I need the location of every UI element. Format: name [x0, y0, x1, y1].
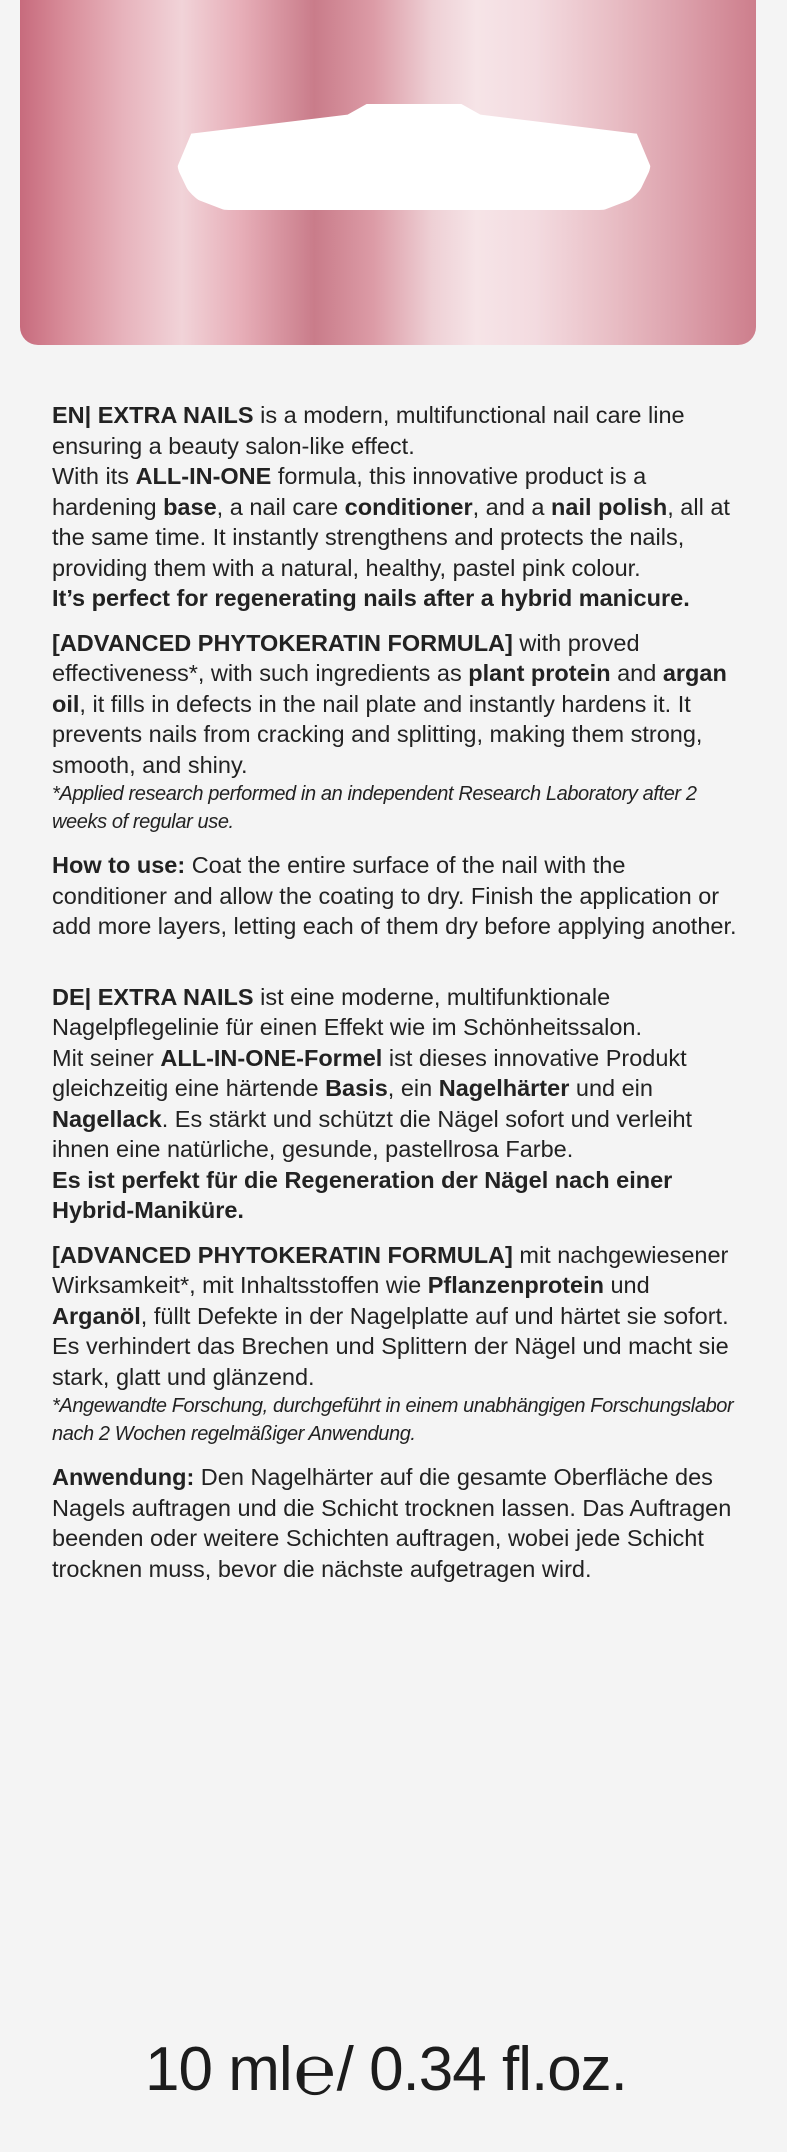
de-formula-paragraph: [ADVANCED PHYTOKERATIN FORMULA] mit nachgewiesener Wirksamkeit*, mit Inhaltsstoffen wie Pflanzenprotein und Arganöl, füllt Defekte in der Nagelplatte auf und härtet sie sofort. Es verhindert das Brechen und Splittern der Nägel und macht sie stark, glatt und glänzend.	[52, 1241, 729, 1390]
en-footnote: *Applied research performed in an independent Research Laboratory after 2 weeks of regular use.	[52, 783, 697, 833]
tube-image	[20, 0, 756, 345]
en-formula-paragraph: [ADVANCED PHYTOKERATIN FORMULA] with proved effectiveness*, with such ingredients as plant protein and argan oil, it fills in defects in the nail plate and instantly hardens it. It prevents nails from cracking and splitting, making them strong, smooth, and shiny.	[52, 629, 727, 778]
estimated-sign-icon: ℮	[293, 2031, 335, 2109]
volume-label	[145, 2031, 627, 2109]
de-footnote: *Angewandte Forschung, durchgeführt in einem unabhängigen Forschungslabor nach 2 Wochen regelmäßiger Anwendung.	[52, 1395, 734, 1445]
de-intro-paragraph: DE| EXTRA NAILS ist eine moderne, multifunktionale Nagelpflegelinie für einen Effekt wie im Schönheitssalon.	[52, 983, 643, 1040]
en-brand: EN| EXTRA NAILS	[52, 402, 254, 428]
de-brand: DE| EXTRA NAILS	[52, 983, 254, 1010]
en-intro-paragraph: EN| EXTRA NAILS is a modern, multifunctional nail care line ensuring a beauty salon-like effect.	[52, 402, 685, 459]
de-perfect-line: Es ist perfekt für die Regeneration der Nägel nach einer Hybrid-Maniküre.	[52, 1166, 673, 1223]
de-allinone-paragraph: Mit seiner ALL-IN-ONE-Formel ist dieses innovative Produkt gleichzeitig eine härtende Basis, ein Nagelhärter und ein Nagellack. Es stärkt und schützt die Nägel sofort und verleiht ihnen eine natürliche, gesunde, pastellrosa Farbe.	[52, 1044, 693, 1162]
en-allinone-paragraph: With its ALL-IN-ONE formula, this innovative product is a hardening base, a nail care conditioner, and a nail polish, all at the same time. It instantly strengthens and protects the nails, providing them with a natural, healthy, pastel pink colour.	[52, 463, 730, 581]
de-howto-paragraph: Anwendung: Den Nagelhärter auf die gesamte Oberfläche des Nagels auftragen und die Schicht trocknen lassen. Das Auftragen beenden oder weitere Schichten auftragen, wobei jede Schicht trocknen muss, bevor die nächste aufgetragen wird.	[52, 1464, 732, 1582]
label-text	[52, 400, 737, 1584]
tube-top-area	[0, 0, 787, 345]
en-perfect-line: It’s perfect for regenerating nails after a hybrid manicure.	[52, 585, 690, 611]
volume-metric: 10 ml	[145, 2035, 292, 2104]
hang-hole	[177, 104, 651, 210]
volume-imperial: / 0.34 fl.oz.	[336, 2035, 627, 2104]
en-howto-paragraph: How to use: Coat the entire surface of the nail with the conditioner and allow the coating to dry. Finish the application or add more layers, letting each of them dry before applying another.	[52, 852, 737, 939]
